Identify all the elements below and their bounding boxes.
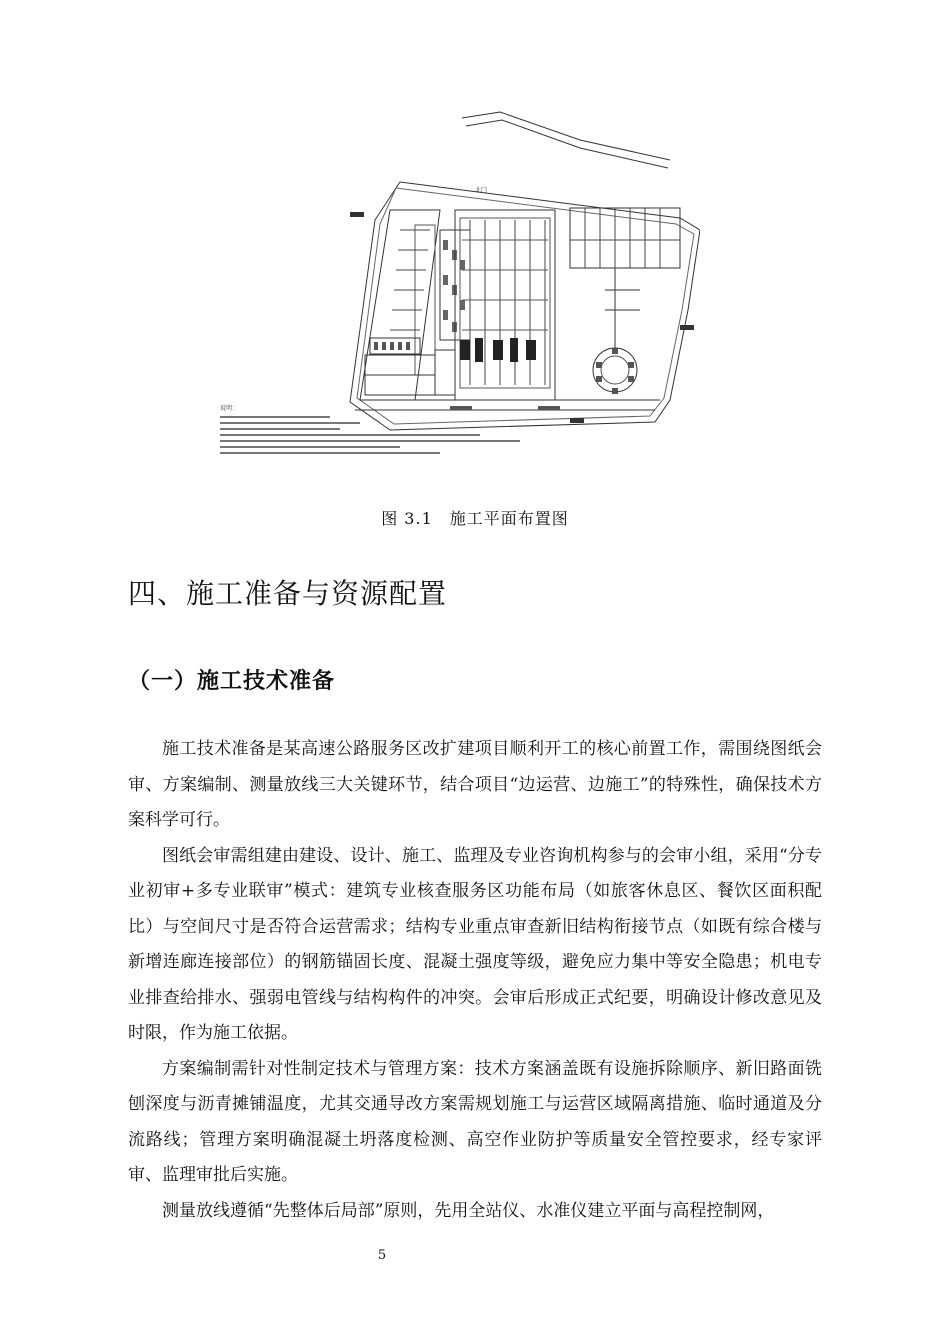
section-heading: 四、施工准备与资源配置 <box>128 577 448 610</box>
subsection-heading: （一）施工技术准备 <box>128 669 336 694</box>
page-number: 5 <box>377 1248 387 1263</box>
paragraph: 施工技术准备是某高速公路服务区改扩建项目顺利开工的核心前置工作，需围绕图纸会审、方案编制、测量放线三大关键环节，结合项目“边运营、边施工”的特殊性，确保技术方案科学可行。 <box>128 739 822 830</box>
paragraph: 图纸会审需组建由建设、设计、施工、监理及专业咨询机构参与的会审小组，采用“分专业初审+多专业联审”模式：建筑专业核查服务区功能布局（如旅客休息区、餐饮区面积配比）与空间尺寸是否符合运营需求；结构专业重点审查新旧结构衔接节点（如既有综合楼与新增连廊连接部位）的钢筋锚固长度、混凝土强度等级，避免应力集中等安全隐患；机电专业排查给排水、强弱电管线与结构构件的冲突。会审后形成正式纪要，明确设计修改意见及时限，作为施工依据。 <box>128 845 822 1043</box>
paragraph: 测量放线遵循“先整体后局部”原则，先用全站仪、水准仪建立平面与高程控制网， <box>162 1200 775 1221</box>
notes-title: 说明： <box>220 405 239 412</box>
body-text <box>128 732 822 1229</box>
north-gate-label: 北门 <box>475 187 488 194</box>
site-plan-drawing <box>200 100 700 460</box>
figure-caption: 图 3.1 施工平面布置图 <box>381 509 569 528</box>
paragraph: 方案编制需针对性制定技术与管理方案：技术方案涵盖既有设施拆除顺序、新旧路面铣刨深度与沥青摊铺温度，尤其交通导改方案需规划施工与运营区域隔离措施、临时通道及分流路线；管理方案明确混凝土坍落度检测、高空作业防护等质量安全管控要求，经专家评审、监理审批后实施。 <box>128 1058 822 1185</box>
site-plan-figure <box>200 100 700 460</box>
